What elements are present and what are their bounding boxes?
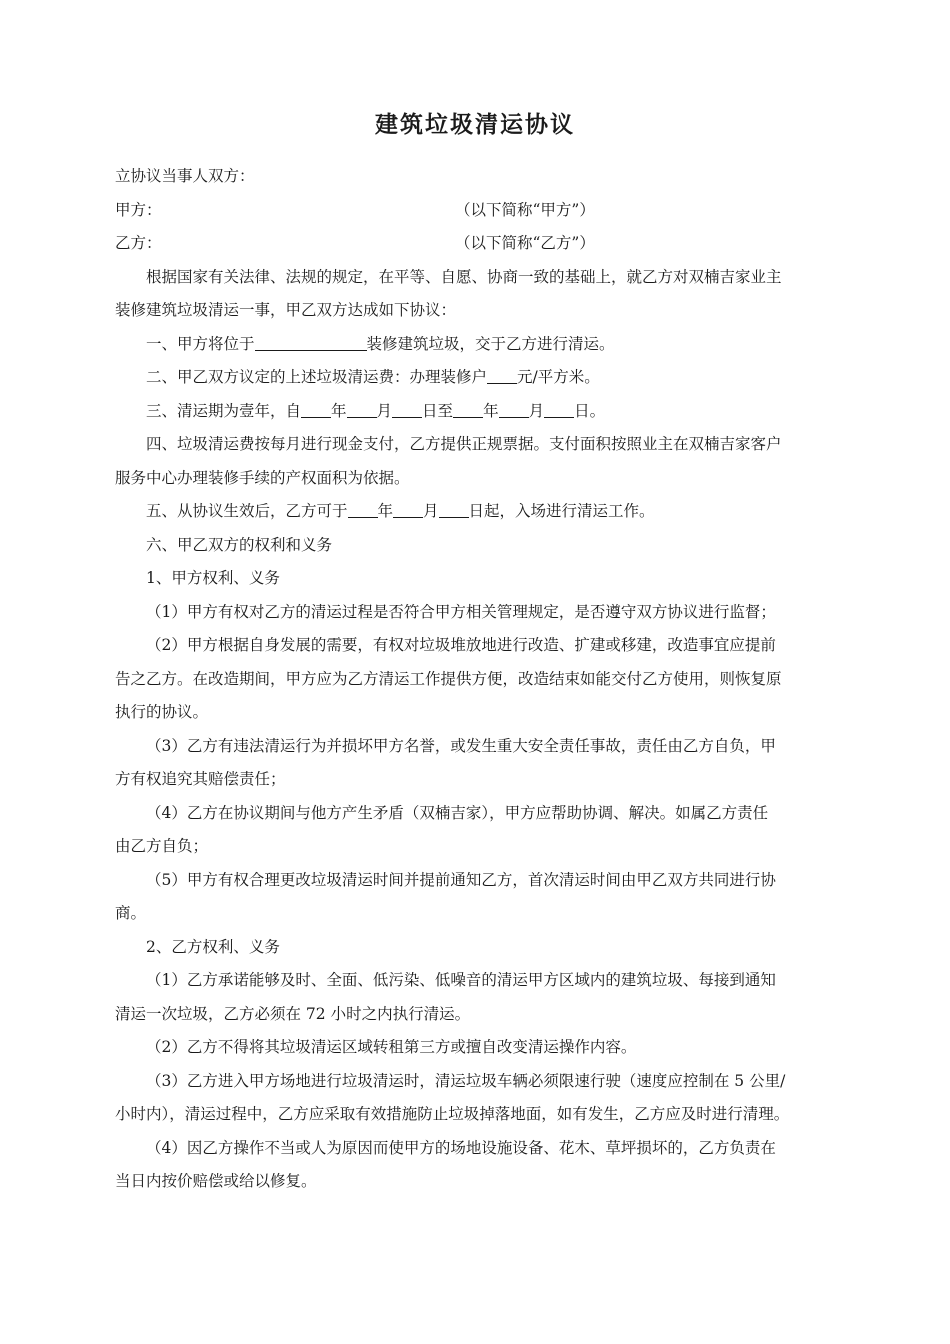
clause-5	[115, 495, 837, 529]
entry-day-blank	[439, 497, 469, 518]
party-a-row	[115, 194, 837, 228]
start-month-blank	[347, 397, 377, 418]
clause-5-year: 年	[377, 502, 394, 520]
clause-3	[115, 395, 837, 429]
end-day-blank	[544, 397, 574, 418]
section-b-heading: 2、乙方权利、义务	[146, 937, 280, 956]
clause-2-text-before: 二、甲乙双方议定的上述垃圾清运费：办理装修户	[146, 368, 488, 386]
section-a-item-4-line-1: （4）乙方在协议期间与他方产生矛盾（双楠吉家），甲方应帮助协调、解决。如属乙方责任	[146, 803, 769, 822]
parties-heading: 立协议当事人双方：	[115, 167, 255, 185]
clause-4-line-2: 服务中心办理装修手续的产权面积为依据。	[115, 468, 410, 487]
end-year-blank	[453, 397, 483, 418]
start-day-blank	[392, 397, 422, 418]
section-b-item-4-line-2: 当日内按价赔偿或给以修复。	[115, 1172, 317, 1190]
clause-3-year-1: 年	[331, 401, 347, 420]
party-a-label: 甲方：	[115, 200, 162, 219]
clause-3-day-2: 日。	[574, 401, 606, 420]
section-a-heading: 1、甲方权利、义务	[146, 569, 280, 587]
clause-1-text-after: 装修建筑垃圾，交于乙方进行清运。	[366, 334, 615, 353]
clause-4-line-1: 四、垃圾清运费按每月进行现金支付，乙方提供正规票据。支付面积按照业主在双楠吉家客户	[146, 435, 782, 453]
section-b-item-2: （2）乙方不得将其垃圾清运区域转租第三方或擅自改变清运操作内容。	[146, 1038, 637, 1056]
document-body	[115, 160, 837, 1199]
clause-5-text: 五、从协议生效后，乙方可于	[146, 502, 348, 520]
section-a-item-2-line-2: 告之乙方。在改造期间，甲方应为乙方清运工作提供方便，改造结束如能交付乙方使用，则恢复原	[115, 669, 782, 688]
section-a-item-4-line-2: 由乙方自负；	[115, 837, 209, 855]
clause-1-text-before: 一、甲方将位于	[146, 334, 255, 353]
start-year-blank	[301, 397, 331, 418]
section-b-item-3-line-1: （3）乙方进入甲方场地进行垃圾清运时，清运垃圾车辆必须限速行驶（速度应控制在 5 公里/	[146, 1071, 786, 1090]
clause-3-month-1: 月	[376, 401, 393, 420]
fee-blank	[487, 363, 517, 384]
clause-3-month-2: 月	[528, 401, 545, 420]
party-b-row	[115, 227, 837, 261]
document-title: 建筑垃圾清运协议	[375, 111, 575, 138]
clause-3-year-2: 年	[483, 401, 499, 420]
section-b-item-1-line-2: 清运一次垃圾，乙方必须在 72 小时之内执行清运。	[115, 1004, 471, 1023]
intro-line-1: 根据国家有关法律、法规的规定，在平等、自愿、协商一致的基础上，就乙方对双楠吉家业主	[146, 267, 782, 286]
section-b-item-4-line-1: （4）因乙方操作不当或人为原因而使甲方的场地设施设备、花木、草坪损坏的，乙方负责在	[146, 1138, 776, 1157]
clause-2	[115, 361, 837, 395]
section-a-item-5-line-1: （5）甲方有权合理更改垃圾清运时间并提前通知乙方，首次清运时间由甲乙双方共同进行协	[146, 870, 776, 889]
section-a-item-3-line-1: （3）乙方有违法清运行为并损坏甲方名誉，或发生重大安全责任事故，责任由乙方自负，甲	[146, 736, 776, 755]
section-a-item-5-line-2: 商。	[115, 904, 147, 922]
clause-3-text: 三、清运期为壹年，自	[146, 401, 302, 420]
party-b-note: （以下简称“乙方”）	[455, 234, 595, 252]
entry-year-blank	[348, 497, 378, 518]
location-blank	[255, 330, 367, 351]
end-month-blank	[499, 397, 529, 418]
section-a-item-1: （1）甲方有权对乙方的清运过程是否符合甲方相关管理规定，是否遵守双方协议进行监督；	[146, 602, 776, 621]
section-b-item-1-line-1: （1）乙方承诺能够及时、全面、低污染、低噪音的清运甲方区域内的建筑垃圾、每接到通知	[146, 971, 776, 989]
intro-line-2: 装修建筑垃圾清运一事，甲乙双方达成如下协议：	[115, 301, 457, 319]
party-b-label: 乙方：	[115, 234, 162, 252]
entry-month-blank	[393, 497, 423, 518]
clause-5-day: 日起，入场进行清运工作。	[468, 502, 655, 520]
section-a-item-2-line-3: 执行的协议。	[115, 703, 209, 721]
party-a-note: （以下简称“甲方”）	[455, 200, 595, 219]
clause-1	[115, 328, 837, 362]
clause-6: 六、甲乙双方的权利和义务	[146, 535, 333, 554]
clause-3-day-to: 日至	[422, 401, 454, 420]
clause-5-month: 月	[423, 502, 439, 520]
section-b-item-3-line-2: 小时内），清运过程中，乙方应采取有效措施防止垃圾掉落地面，如有发生，乙方应及时进行清理。	[115, 1105, 790, 1123]
clause-2-text-after: 元/平方米。	[517, 368, 600, 386]
section-a-item-2-line-1: （2）甲方根据自身发展的需要，有权对垃圾堆放地进行改造、扩建或移建，改造事宜应提前	[146, 636, 776, 654]
section-a-item-3-line-2: 方有权追究其赔偿责任；	[115, 770, 286, 788]
